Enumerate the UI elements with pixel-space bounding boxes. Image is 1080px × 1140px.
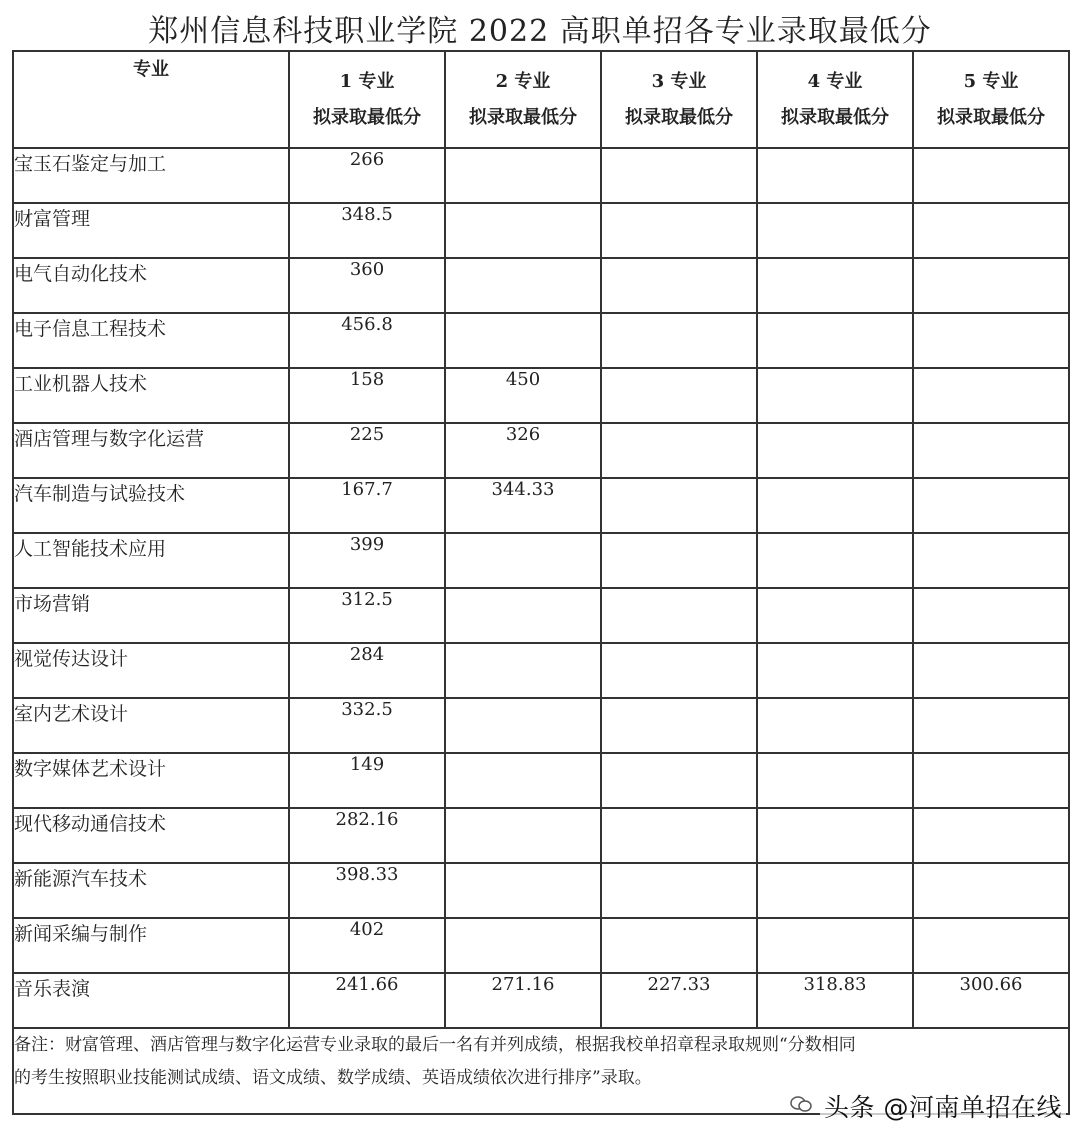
header-col-1 xyxy=(289,51,445,148)
score-5 xyxy=(913,808,1069,863)
score-2 xyxy=(445,808,601,863)
header-col-line1: 1 专业 xyxy=(339,70,395,92)
wechat-icon xyxy=(790,1096,812,1112)
score-5 xyxy=(913,753,1069,808)
score-2: 271.16 xyxy=(445,973,601,1028)
score-1: 360 xyxy=(289,258,445,313)
score-2 xyxy=(445,148,601,203)
score-5 xyxy=(913,368,1069,423)
score-2 xyxy=(445,918,601,973)
score-1: 402 xyxy=(289,918,445,973)
major-name: 酒店管理与数字化运营 xyxy=(13,423,289,478)
header-col-line2: 拟录取最低分 xyxy=(781,106,889,128)
score-5 xyxy=(913,148,1069,203)
score-2: 344.33 xyxy=(445,478,601,533)
score-4 xyxy=(757,423,913,478)
note-line-1: 备注：财富管理、酒店管理与数字化运营专业录取的最后一名有并列成绩，根据我校单招章程录取规则“分数相同 xyxy=(14,1035,856,1055)
score-2 xyxy=(445,203,601,258)
table-row xyxy=(13,808,1069,863)
major-name: 新能源汽车技术 xyxy=(13,863,289,918)
table-row xyxy=(13,148,1069,203)
score-4: 318.83 xyxy=(757,973,913,1028)
score-5 xyxy=(913,698,1069,753)
score-3 xyxy=(601,368,757,423)
header-row xyxy=(13,51,1069,148)
table-row xyxy=(13,588,1069,643)
table-row xyxy=(13,918,1069,973)
score-2: 326 xyxy=(445,423,601,478)
score-5 xyxy=(913,313,1069,368)
major-name: 宝玉石鉴定与加工 xyxy=(13,148,289,203)
score-3 xyxy=(601,643,757,698)
page-title: 郑州信息科技职业学院 2022 高职单招各专业录取最低分 xyxy=(148,14,932,49)
score-5 xyxy=(913,258,1069,313)
score-1: 149 xyxy=(289,753,445,808)
score-3 xyxy=(601,588,757,643)
score-5 xyxy=(913,643,1069,698)
score-5 xyxy=(913,533,1069,588)
score-5 xyxy=(913,863,1069,918)
header-col-line2: 拟录取最低分 xyxy=(625,106,733,128)
note-line-2: 的考生按照职业技能测试成绩、语文成绩、数学成绩、英语成绩依次进行排序”录取。 xyxy=(14,1068,652,1088)
header-col-3 xyxy=(601,51,757,148)
score-1: 167.7 xyxy=(289,478,445,533)
score-4 xyxy=(757,918,913,973)
header-col-line1: 5 专业 xyxy=(963,70,1019,92)
score-4 xyxy=(757,533,913,588)
score-3 xyxy=(601,808,757,863)
score-4 xyxy=(757,808,913,863)
table-row xyxy=(13,698,1069,753)
score-4 xyxy=(757,643,913,698)
score-3 xyxy=(601,478,757,533)
header-col-4 xyxy=(757,51,913,148)
score-1: 266 xyxy=(289,148,445,203)
score-3 xyxy=(601,258,757,313)
header-col-line1: 4 专业 xyxy=(807,70,863,92)
score-3 xyxy=(601,753,757,808)
score-2 xyxy=(445,588,601,643)
score-1: 456.8 xyxy=(289,313,445,368)
table-row xyxy=(13,203,1069,258)
header-col-line2: 拟录取最低分 xyxy=(313,106,421,128)
header-col-5 xyxy=(913,51,1069,148)
score-3 xyxy=(601,313,757,368)
score-2 xyxy=(445,753,601,808)
score-5 xyxy=(913,478,1069,533)
major-name: 工业机器人技术 xyxy=(13,368,289,423)
score-1: 284 xyxy=(289,643,445,698)
score-3 xyxy=(601,148,757,203)
major-name: 电气自动化技术 xyxy=(13,258,289,313)
score-4 xyxy=(757,478,913,533)
score-1: 332.5 xyxy=(289,698,445,753)
major-name: 人工智能技术应用 xyxy=(13,533,289,588)
score-4 xyxy=(757,203,913,258)
score-3 xyxy=(601,698,757,753)
major-name: 室内艺术设计 xyxy=(13,698,289,753)
header-col-line1: 2 专业 xyxy=(495,70,551,92)
score-4 xyxy=(757,753,913,808)
table-row xyxy=(13,753,1069,808)
score-1: 282.16 xyxy=(289,808,445,863)
score-3 xyxy=(601,533,757,588)
score-3 xyxy=(601,203,757,258)
header-col-line2: 拟录取最低分 xyxy=(469,106,577,128)
score-3: 227.33 xyxy=(601,973,757,1028)
score-4 xyxy=(757,698,913,753)
table-row xyxy=(13,533,1069,588)
score-4 xyxy=(757,313,913,368)
score-2 xyxy=(445,863,601,918)
major-name: 视觉传达设计 xyxy=(13,643,289,698)
score-2 xyxy=(445,698,601,753)
watermark: 头条 @河南单招在线 xyxy=(820,1088,1066,1124)
major-name: 汽车制造与试验技术 xyxy=(13,478,289,533)
score-5 xyxy=(913,588,1069,643)
score-3 xyxy=(601,423,757,478)
score-2 xyxy=(445,533,601,588)
header-col-line2: 拟录取最低分 xyxy=(937,106,1045,128)
score-5: 300.66 xyxy=(913,973,1069,1028)
score-5 xyxy=(913,423,1069,478)
header-col-line1: 3 专业 xyxy=(651,70,707,92)
score-2 xyxy=(445,643,601,698)
major-name: 新闻采编与制作 xyxy=(13,918,289,973)
score-4 xyxy=(757,588,913,643)
score-4 xyxy=(757,863,913,918)
table-row xyxy=(13,313,1069,368)
major-name: 现代移动通信技术 xyxy=(13,808,289,863)
score-2 xyxy=(445,258,601,313)
score-5 xyxy=(913,918,1069,973)
header-major: 专业 xyxy=(13,51,289,148)
major-name: 财富管理 xyxy=(13,203,289,258)
score-table xyxy=(12,50,1070,1115)
score-3 xyxy=(601,918,757,973)
score-3 xyxy=(601,863,757,918)
table-row xyxy=(13,643,1069,698)
score-2: 450 xyxy=(445,368,601,423)
score-1: 158 xyxy=(289,368,445,423)
score-4 xyxy=(757,148,913,203)
header-col-2 xyxy=(445,51,601,148)
table-row xyxy=(13,973,1069,1028)
major-name: 数字媒体艺术设计 xyxy=(13,753,289,808)
score-2 xyxy=(445,313,601,368)
table-row xyxy=(13,368,1069,423)
score-1: 225 xyxy=(289,423,445,478)
score-1: 398.33 xyxy=(289,863,445,918)
score-1: 312.5 xyxy=(289,588,445,643)
score-4 xyxy=(757,368,913,423)
major-name: 电子信息工程技术 xyxy=(13,313,289,368)
score-5 xyxy=(913,203,1069,258)
table-row xyxy=(13,258,1069,313)
score-1: 241.66 xyxy=(289,973,445,1028)
major-name: 市场营销 xyxy=(13,588,289,643)
table-row xyxy=(13,863,1069,918)
score-1: 348.5 xyxy=(289,203,445,258)
table-row xyxy=(13,423,1069,478)
score-1: 399 xyxy=(289,533,445,588)
table-row xyxy=(13,478,1069,533)
score-4 xyxy=(757,258,913,313)
major-name: 音乐表演 xyxy=(13,973,289,1028)
